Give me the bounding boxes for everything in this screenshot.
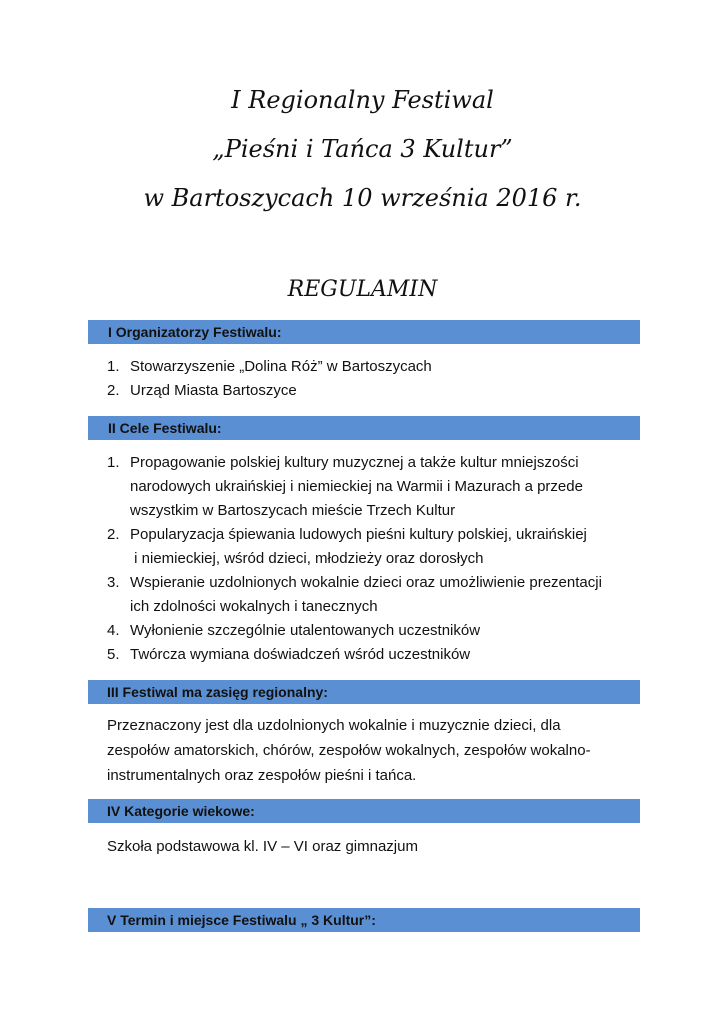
organizers-list [107, 355, 432, 403]
document-title-line-1: I Regionalny Festiwal [231, 86, 494, 114]
document-title-line-3: w Bartoszycach 10 września 2016 r. [143, 184, 582, 212]
section-bar-scope: III Festiwal ma zasięg regionalny: [88, 680, 640, 704]
document-title-line-2: „Pieśni i Tańca 3 Kultur” [212, 135, 513, 163]
section-bar-date-place: V Termin i miejsce Festiwalu „ 3 Kultur”: [88, 908, 640, 932]
section-bar-goals: II Cele Festiwalu: [88, 416, 640, 440]
section-bar-organizers: I Organizatorzy Festiwalu: [88, 320, 640, 344]
list-item: 3. Wspieranie uzdolnionych wokalnie dzieci oraz umożliwienie prezentacji ich zdolności wokalnych i tanecznych [107, 574, 602, 615]
list-item: 2. Urząd Miasta Bartoszyce [107, 382, 297, 399]
list-item: 1. Stowarzyszenie „Dolina Róż” w Bartoszycach [107, 358, 432, 375]
list-item: 5. Twórcza wymiana doświadczeń wśród uczestników [107, 646, 471, 663]
goals-list [107, 451, 602, 667]
list-item: 1. Propagowanie polskiej kultury muzycznej a także kultur mniejszości narodowych ukraińskiej i niemieckiej na Warmii i Mazurach a przede wszystkim w Bartoszycach mieście Trzech Kultur [107, 454, 583, 519]
list-item: 4. Wyłonienie szczególnie utalentowanych uczestników [107, 622, 481, 639]
regulations-heading: REGULAMIN [287, 277, 438, 302]
age-categories-paragraph: Szkoła podstawowa kl. IV – VI oraz gimnazjum [107, 838, 418, 855]
section-bar-age-categories: IV Kategorie wiekowe: [88, 799, 640, 823]
scope-paragraph: Przeznaczony jest dla uzdolnionych wokalnie i muzycznie dzieci, dla zespołów amatorskich, chórów, zespołów wokalnych, zespołów wokalno- instrumentalnych oraz zespołów pieśni i tańca. [107, 717, 591, 784]
list-item: 2. Popularyzacja śpiewania ludowych pieśni kultury polskiej, ukraińskiej i niemieckiej, wśród dzieci, młodzieży oraz dorosłych [107, 526, 587, 567]
